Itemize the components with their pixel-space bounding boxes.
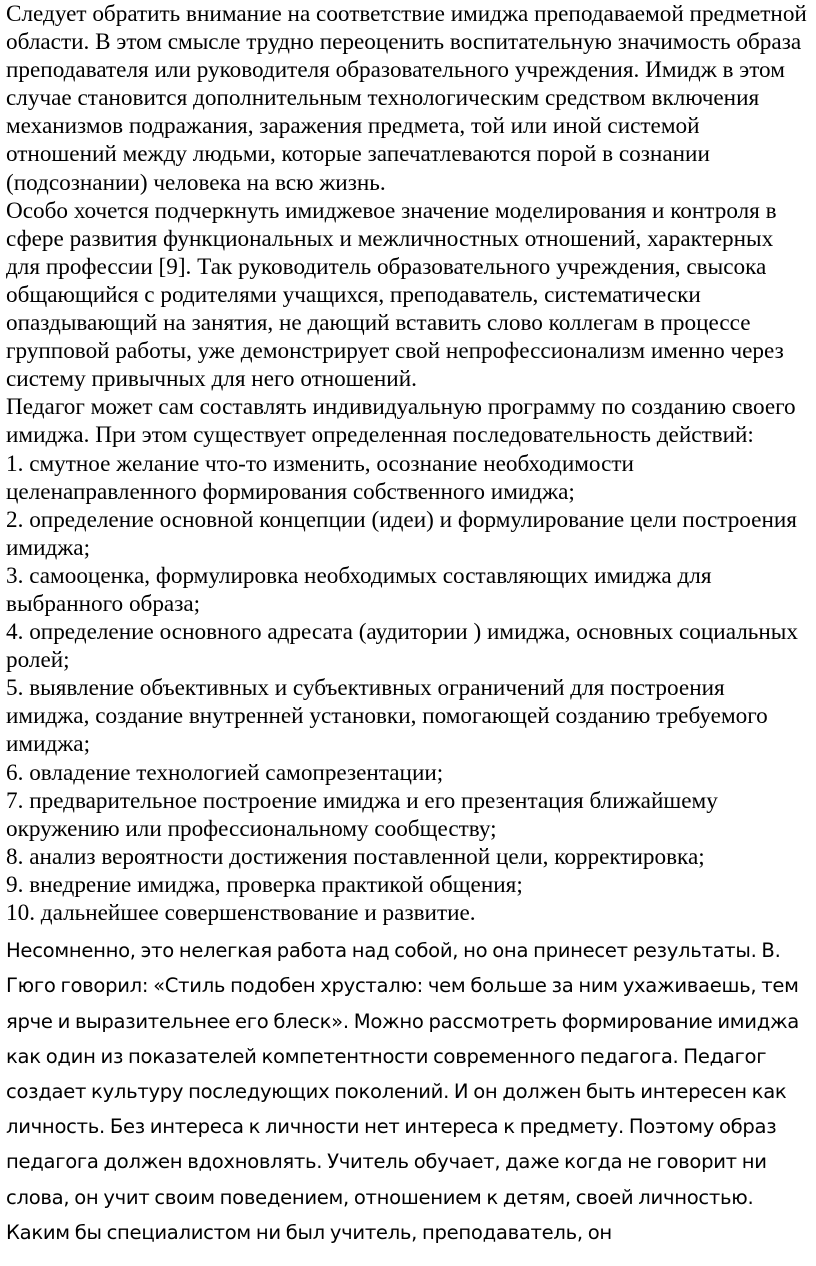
list-item: 5. выявление объективных и субъективных ограничений для построения имиджа, создание внутренней установки, помогающей созданию требуемого имиджа; [6,675,768,758]
sans-text-block [6,927,810,1250]
list-item: 9. внедрение имиджа, проверка практикой общения; [6,871,523,898]
steps-list [6,450,810,928]
list-item: 6. овладение технологией самопрезентации; [6,759,444,786]
list-item: 2. определение основной концепции (идеи) и формулирование цели построения имиджа; [6,506,797,561]
list-item: 3. самооценка, формулировка необходимых составляющих имиджа для выбранного образа; [6,562,712,617]
paragraph-image-modeling: Особо хочется подчеркнуть имиджевое значение моделирования и контроля в сфере развития функциональных и межличностных отношений, характерных для профессии [9]. Так руководитель образовательного учреждения, свысока общающийся с родителями учащихся, преподаватель, систематически опаздывающий на занятия, не дающий вставить слово коллегам в процессе групповой работы, уже демонстрирует свой непрофессионализм именно через систему привычных для него отношений. [6,197,784,393]
list-item: 1. смутное желание что-то изменить, осознание необходимости целенаправленного формирования собственного имиджа; [6,450,634,505]
serif-text-block [6,0,810,927]
paragraph-conclusion: Несомненно, это нелегкая работа над собой, но она принесет результаты. В. Гюго говорил: «Стиль подобен хрусталю: чем больше за ним ухаживаешь, тем ярче и выразительнее его блеск». Можно рассмотреть формирование имиджа как один из показателей компетентности современного педагога. Педагог создает культуру последующих поколений. И он должен быть интересен как личность. Без интереса к личности нет интереса к предмету. Поэтому образ педагога должен вдохновлять. Учитель обучает, даже когда не говорит ни слова, он учит своим поведением, отношением к детям, своей личностью. Каким бы специалистом ни был учитель, преподаватель, он [6,939,800,1244]
list-item: 8. анализ вероятности достижения поставленной цели, корректировка; [6,843,705,870]
list-item: 7. предварительное построение имиджа и его презентация ближайшему окружению или профессиональному сообществу; [6,787,718,842]
paragraph-image-program: Педагог может сам составлять индивидуальную программу по созданию своего имиджа. При этом существует определенная последовательность действий: [6,394,796,449]
paragraph-image-subject-area: Следует обратить внимание на соответствие имиджа преподаваемой предметной области. В этом смысле трудно переоценить воспитательную значимость образа преподавателя или руководителя образовательного учреждения. Имидж в этом случае становится дополнительным технологическим средством включения механизмов подражания, заражения предмета, той или иной системой отношений между людьми, которые запечатлеваются порой в сознании (подсознании) человека на всю жизнь. [6,1,807,196]
list-item: 10. дальнейшее совершенствование и развитие. [6,900,476,926]
list-item: 4. определение основного адресата (аудитории ) имиджа, основных социальных ролей; [6,619,798,674]
